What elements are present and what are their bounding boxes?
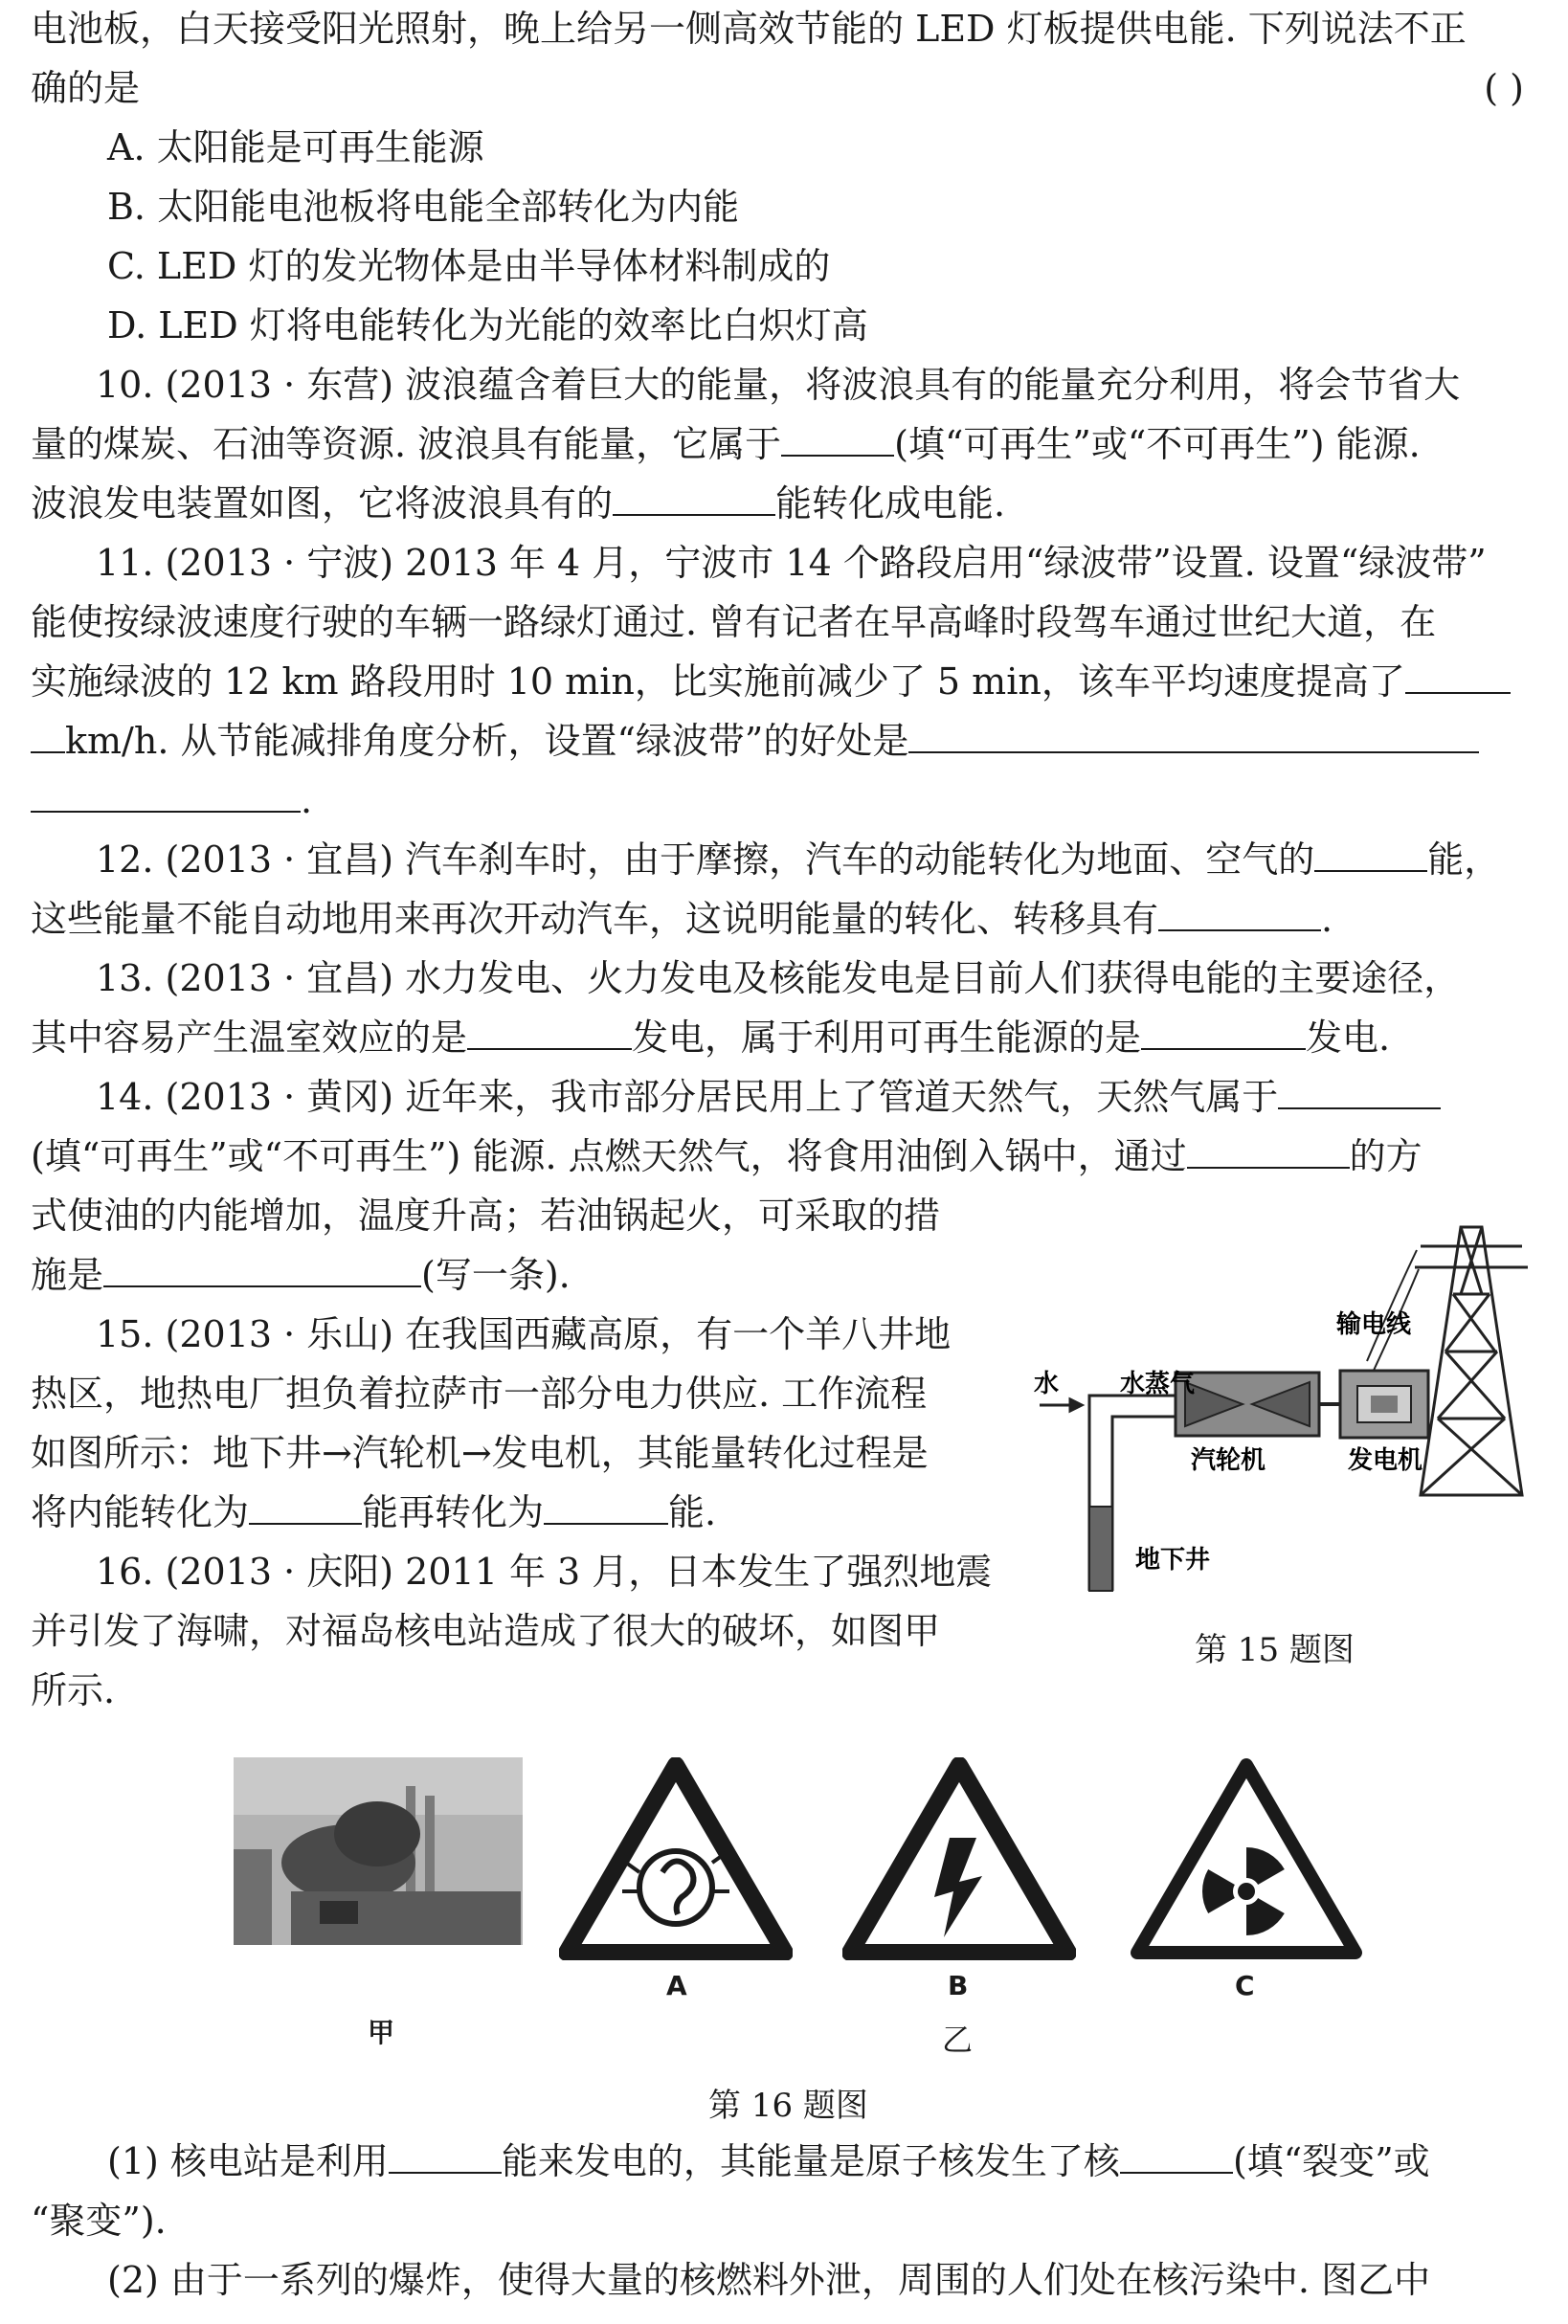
q15-line1: 15. (2013 · 乐山) 在我国西藏高原，有一个羊八井地	[96, 1313, 952, 1355]
q11-line2: 能使按绿波速度行驶的车辆一路绿灯通过. 曾有记者在早高峰时段驾车通过世纪大道，在	[31, 601, 1437, 643]
figure-15-diagram	[1032, 1208, 1568, 1600]
q12-text: 能，	[1427, 838, 1501, 881]
q9-option-c: C. LED 灯的发光物体是由半导体材料制成的	[107, 245, 831, 287]
label-water: 水	[1034, 1370, 1060, 1398]
q13-text: 发电，属于利用可再生能源的是	[632, 1017, 1142, 1059]
answer-blank[interactable]	[1141, 1014, 1306, 1050]
q10-text: 量的煤炭、石油等资源. 波浪具有能量，它属于	[31, 423, 782, 465]
q15-text: 将内能转化为	[31, 1491, 250, 1533]
q16-sub1-line1	[107, 2136, 1549, 2186]
q11-line3	[31, 657, 1549, 706]
q12-text: 这些能量不能自动地用来再次开动汽车，这说明能量的转化、转移具有	[31, 898, 1159, 940]
q14-text: (填“可再生”或“不可再生”) 能源. 点燃天然气，将食用油倒入锅中，通过	[31, 1135, 1187, 1177]
warning-sign-noise-icon	[559, 1757, 793, 1960]
warning-sign-electric-icon	[842, 1757, 1076, 1960]
answer-blank[interactable]	[467, 1014, 632, 1050]
q16-text: (1) 核电站是利用	[107, 2140, 389, 2182]
turbine-icon	[1176, 1373, 1319, 1436]
answer-blank[interactable]	[31, 776, 301, 813]
q9-stem-line1: 电池板，白天接受阳光照射，晚上给另一侧高效节能的 LED 灯板提供电能. 下列说法不正	[31, 8, 1467, 50]
q9-option-a: A. 太阳能是可再生能源	[107, 126, 484, 168]
q14-line3: 式使油的内能增加，温度升高；若油锅起火，可采取的措	[31, 1195, 941, 1237]
answer-blank[interactable]	[1158, 895, 1321, 931]
q11-text: km/h. 从节能减排角度分析，设置“绿波带”的好处是	[65, 720, 909, 762]
answer-blank[interactable]	[31, 717, 65, 753]
label-c: C	[1235, 1970, 1255, 2001]
label-turbine: 汽轮机	[1191, 1446, 1266, 1475]
q11-line5	[31, 775, 1549, 825]
answer-blank[interactable]	[249, 1488, 362, 1525]
q10-text: (填“可再生”或“不可再生”) 能源.	[894, 423, 1421, 465]
q15-line2: 热区，地热电厂担负着拉萨市一部分电力供应. 工作流程	[31, 1373, 928, 1415]
figure-16-caption: 第 16 题图	[708, 2087, 868, 2125]
q10-line2	[31, 419, 1549, 469]
label-well: 地下井	[1135, 1546, 1211, 1575]
q10-line3	[31, 479, 1549, 528]
figure-15-caption: 第 15 题图	[1195, 1631, 1355, 1669]
q15-text: 能再转化为	[362, 1491, 545, 1533]
q13-line2	[31, 1013, 1549, 1062]
q9-stem-text: 确的是	[31, 67, 141, 109]
answer-blank[interactable]	[781, 420, 894, 457]
q12-line2	[31, 894, 1549, 944]
label-wire: 输电线	[1336, 1310, 1412, 1339]
generator-icon	[1340, 1371, 1428, 1438]
answer-blank[interactable]	[613, 480, 775, 516]
q16-line3: 所示.	[31, 1669, 116, 1711]
answer-blank[interactable]	[908, 717, 1479, 753]
label-yi: 乙	[942, 2022, 974, 2058]
q11-line1: 11. (2013 · 宁波) 2013 年 4 月，宁波市 14 个路段启用“绿波带”设置. 设置“绿波带”	[96, 542, 1487, 584]
warning-sign-radiation-icon	[1130, 1757, 1363, 1960]
q10-line1: 10. (2013 · 东营) 波浪蕴含着巨大的能量，将波浪具有的能量充分利用，将会节省大	[96, 364, 1461, 406]
answer-blank[interactable]	[1278, 1073, 1441, 1109]
q16-line2: 并引发了海啸，对福岛核电站造成了很大的破坏，如图甲	[31, 1610, 941, 1652]
q12-text: 12. (2013 · 宜昌) 汽车刹车时，由于摩擦，汽车的动能转化为地面、空气的	[96, 838, 1315, 881]
q12-text: .	[1321, 898, 1333, 940]
q16-line1: 16. (2013 · 庆阳) 2011 年 3 月，日本发生了强烈地震	[96, 1551, 993, 1593]
label-steam: 水蒸气	[1120, 1370, 1196, 1398]
q11-line4	[31, 716, 1549, 766]
answer-blank[interactable]	[1314, 836, 1427, 872]
q14-text: 施是	[31, 1254, 104, 1296]
label-b: B	[948, 1970, 969, 2001]
answer-parentheses[interactable]: ( )	[1484, 67, 1524, 109]
q14-text: (写一条).	[421, 1254, 571, 1296]
answer-blank[interactable]	[1405, 658, 1511, 694]
q9-stem-line2	[31, 63, 1549, 113]
answer-blank[interactable]	[544, 1488, 668, 1525]
answer-blank[interactable]	[103, 1251, 421, 1287]
q14-text: 的方	[1349, 1135, 1422, 1177]
answer-blank[interactable]	[1120, 2137, 1233, 2174]
label-a: A	[666, 1970, 687, 2001]
q13-text: 发电.	[1306, 1017, 1391, 1059]
q13-line1: 13. (2013 · 宜昌) 水力发电、火力发电及核能发电是目前人们获得电能的主要途径，	[96, 957, 1461, 999]
q15-text: 能.	[668, 1491, 717, 1533]
underground-well-icon	[1089, 1507, 1112, 1591]
q12-line1	[96, 835, 1549, 884]
q16-sub2-line1: (2) 由于一系列的爆炸，使得大量的核燃料外泄，周围的人们处在核污染中. 图乙中	[107, 2259, 1431, 2301]
q9-option-d: D. LED 灯将电能转化为光能的效率比白炽灯高	[107, 304, 868, 346]
label-generator: 发电机	[1348, 1446, 1423, 1475]
label-jia: 甲	[368, 2017, 395, 2048]
q14-text: 14. (2013 · 黄冈) 近年来，我市部分居民用上了管道天然气，天然气属于	[96, 1076, 1279, 1118]
q14-line2	[31, 1131, 1549, 1181]
q16-sub1-line2: “聚变”).	[31, 2200, 167, 2242]
fukushima-photo	[234, 1757, 523, 1945]
q16-text: (填“裂变”或	[1232, 2140, 1430, 2182]
q14-line1	[96, 1072, 1549, 1122]
q15-line3: 如图所示：地下井→汽轮机→发电机，其能量转化过程是	[31, 1432, 929, 1474]
q16-text: 能来发电的，其能量是原子核发生了核	[501, 2140, 1120, 2182]
answer-blank[interactable]	[389, 2137, 502, 2174]
q9-option-b: B. 太阳能电池板将电能全部转化为内能	[107, 186, 740, 228]
q11-text: 实施绿波的 12 km 路段用时 10 min，比实施前减少了 5 min，该车平均速度提高了	[31, 660, 1405, 703]
q11-text: .	[301, 779, 313, 821]
answer-blank[interactable]	[1187, 1132, 1350, 1169]
q10-text: 能转化成电能.	[775, 482, 1006, 525]
q10-text: 波浪发电装置如图，它将波浪具有的	[31, 482, 614, 525]
transmission-tower	[1415, 1227, 1528, 1495]
q13-text: 其中容易产生温室效应的是	[31, 1017, 468, 1059]
